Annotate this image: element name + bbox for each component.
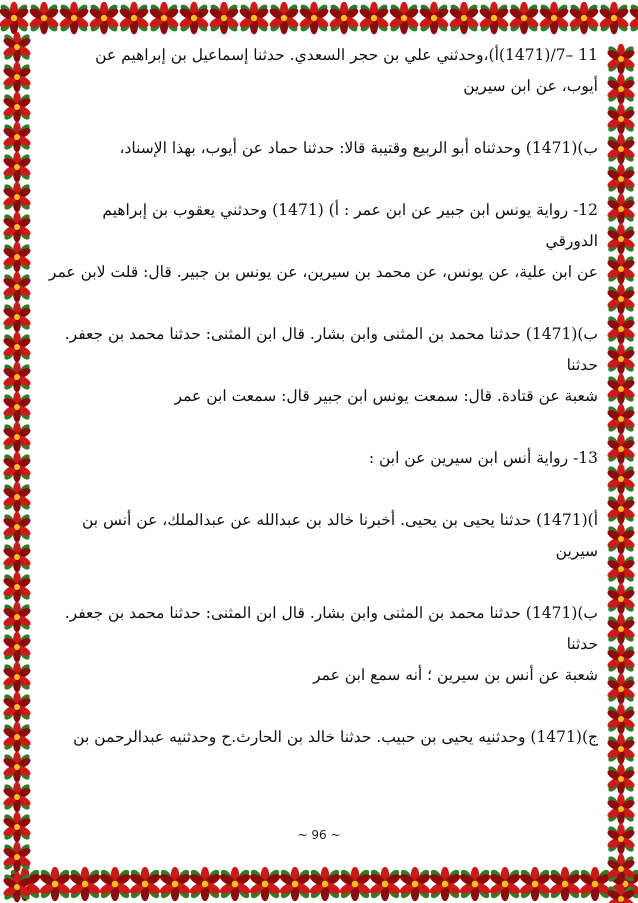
poinsettia-icon xyxy=(604,642,638,676)
poinsettia-icon xyxy=(604,462,638,496)
poinsettia-icon xyxy=(604,852,638,886)
poinsettia-icon xyxy=(0,870,34,903)
poinsettia-icon xyxy=(0,90,34,124)
text-line: ب)(1471) وحدثناه أبو الربيع وقتيبة قالا: حدثنا حماد عن أيوب، بهذا الإسناد، xyxy=(119,139,598,157)
poinsettia-icon xyxy=(0,60,34,94)
poinsettia-icon xyxy=(604,402,638,436)
poinsettia-icon xyxy=(0,420,34,454)
poinsettia-icon xyxy=(604,582,638,616)
poinsettia-icon xyxy=(0,450,34,484)
poinsettia-icon xyxy=(0,600,34,634)
poinsettia-icon xyxy=(0,780,34,814)
poinsettia-icon xyxy=(604,252,638,286)
poinsettia-icon xyxy=(604,792,638,826)
decorative-border-right xyxy=(602,0,638,903)
decorative-border-left xyxy=(0,0,36,903)
poinsettia-icon xyxy=(0,480,34,514)
page-body xyxy=(48,40,598,753)
text-line: ب)(1471) حدثنا محمد بن المثنى وابن بشار. قال ابن المثنى: حدثنا محمد بن جعفر. حدثنا xyxy=(64,325,598,374)
decorative-border-bottom xyxy=(0,863,638,903)
poinsettia-icon xyxy=(604,552,638,586)
poinsettia-icon xyxy=(604,282,638,316)
text-line: 11 –7/(1471)أ)،وحدثني علي بن حجر السعدي. حدثنا إسماعيل بن إبراهيم عن xyxy=(95,46,598,64)
poinsettia-icon xyxy=(604,312,638,346)
poinsettia-icon xyxy=(604,342,638,376)
poinsettia-icon xyxy=(604,882,638,903)
text-line: شعبة عن قتادة. قال: سمعت يونس ابن جبير قال: سمعت ابن عمر xyxy=(174,387,598,405)
poinsettia-icon xyxy=(0,300,34,334)
poinsettia-icon xyxy=(0,270,34,304)
poinsettia-icon xyxy=(604,42,638,76)
poinsettia-icon xyxy=(0,720,34,754)
poinsettia-icon xyxy=(0,120,34,154)
poinsettia-icon xyxy=(604,702,638,736)
poinsettia-icon xyxy=(604,222,638,256)
text-line: ب)(1471) حدثنا محمد بن المثنى وابن بشار. قال ابن المثنى: حدثنا محمد بن جعفر. حدثنا xyxy=(64,604,598,653)
poinsettia-icon xyxy=(0,690,34,724)
poinsettia-icon xyxy=(604,762,638,796)
poinsettia-icon xyxy=(0,840,34,874)
poinsettia-icon xyxy=(604,102,638,136)
section-heading: 13- رواية أنس ابن سيرين عن ابن : xyxy=(368,449,598,467)
poinsettia-icon xyxy=(0,390,34,424)
decorative-border-top xyxy=(0,0,638,38)
poinsettia-icon xyxy=(604,492,638,526)
poinsettia-icon xyxy=(0,630,34,664)
poinsettia-icon xyxy=(0,30,34,64)
text-line: عن ابن علية، عن يونس، عن محمد بن سيرين، عن يونس بن جبير. قال: قلت لابن عمر xyxy=(48,263,598,281)
poinsettia-icon xyxy=(0,180,34,214)
poinsettia-icon xyxy=(0,540,34,574)
poinsettia-icon xyxy=(0,570,34,604)
text-line: 12- رواية يونس ابن جبير عن ابن عمر : أ) (1471) وحدثني يعقوب بن إبراهيم الدورقي xyxy=(102,201,598,250)
poinsettia-icon xyxy=(604,612,638,646)
poinsettia-icon xyxy=(0,750,34,784)
poinsettia-icon xyxy=(604,732,638,766)
text-line: أ)(1471) حدثنا يحيى بن يحيى. أخبرنا خالد بن عبدالله عن عبدالملك، عن أنس بن xyxy=(81,511,598,529)
poinsettia-icon xyxy=(604,132,638,166)
poinsettia-icon xyxy=(0,150,34,184)
text-line: سيرين xyxy=(555,542,598,560)
text-line: ج)(1471) وحدثنيه يحيى بن حبيب. حدثنا خالد بن الحارث.ح وحدثنيه عبدالرحمن بن xyxy=(73,728,598,746)
poinsettia-icon xyxy=(604,192,638,226)
text-line: أيوب، عن ابن سيرين xyxy=(463,77,598,95)
poinsettia-icon xyxy=(0,510,34,544)
poinsettia-icon xyxy=(604,162,638,196)
text-line: شعبة عن أنس بن سيرين ؛ أنه سمع ابن عمر xyxy=(313,666,598,684)
poinsettia-icon xyxy=(604,372,638,406)
poinsettia-icon xyxy=(604,522,638,556)
poinsettia-icon xyxy=(0,360,34,394)
page-number: ~ 96 ~ xyxy=(297,828,341,842)
poinsettia-icon xyxy=(0,660,34,694)
poinsettia-icon xyxy=(0,330,34,364)
poinsettia-icon xyxy=(0,210,34,244)
poinsettia-icon xyxy=(604,72,638,106)
poinsettia-icon xyxy=(604,432,638,466)
poinsettia-icon xyxy=(604,672,638,706)
poinsettia-icon xyxy=(0,240,34,274)
